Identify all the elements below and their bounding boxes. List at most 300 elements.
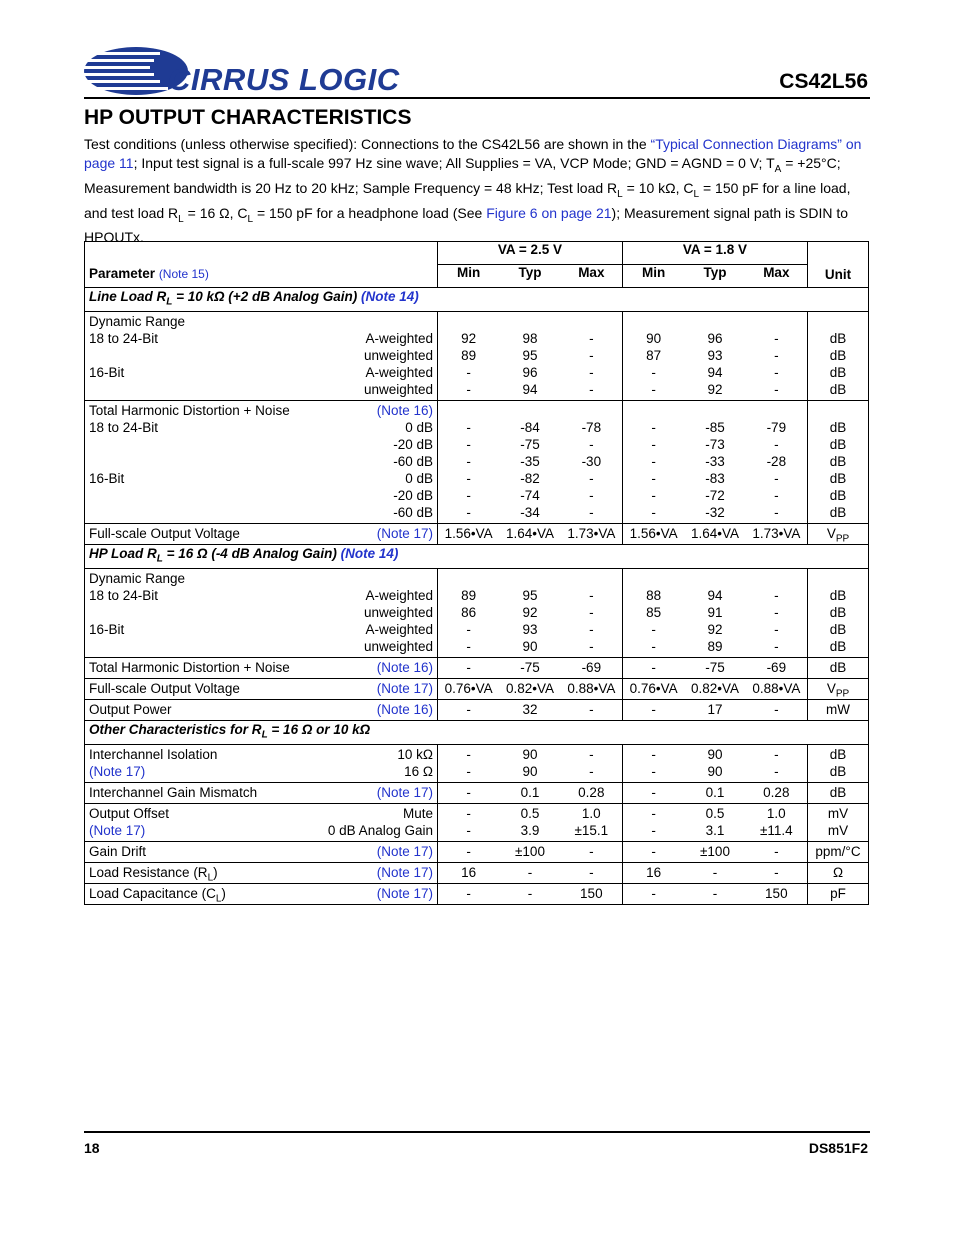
value-cell: 0.82•VA (690, 681, 739, 696)
param-line (85, 659, 437, 676)
table-row (85, 745, 869, 783)
value-cell: -28 (766, 454, 787, 469)
max-column (746, 843, 807, 860)
min-column (438, 784, 499, 801)
value-cell: - (589, 639, 594, 654)
va18-values (623, 524, 808, 545)
unit-value: dB (829, 471, 847, 486)
unit-value: dB (829, 365, 847, 380)
max-column (561, 570, 622, 655)
intro-text: Test conditions (unless otherwise specified): Connections to the CS42L56 are shown in the (84, 136, 651, 152)
value-cell: - (774, 331, 779, 346)
value-cell (623, 402, 684, 419)
va25-values (438, 658, 623, 679)
value-cell (684, 402, 745, 419)
value-cell (561, 313, 622, 330)
value-cell: 92 (707, 622, 723, 637)
value-cell: - (774, 348, 779, 363)
min-column (438, 680, 499, 697)
value-cell: - (774, 605, 779, 620)
param-line (85, 436, 437, 453)
typ-column (684, 402, 745, 521)
max-column (561, 680, 622, 697)
value-cell: - (774, 639, 779, 654)
value-cell (499, 402, 560, 419)
value-cell: -69 (581, 660, 602, 675)
param-condition: unweighted (363, 605, 433, 620)
unit-cell (808, 884, 869, 905)
note-link[interactable]: (Note 16) (376, 403, 433, 418)
value-cell: 94 (522, 382, 538, 397)
param-condition: A-weighted (365, 588, 433, 603)
unit-value: dB (829, 660, 847, 675)
value-cell: 87 (646, 348, 662, 363)
param-label: Load Capacitance $(C_L)$ (89, 886, 226, 905)
value-cell: - (466, 471, 471, 486)
unit-value: dB (829, 454, 847, 469)
intro-text: = 150 pF for a line load, and test load R (84, 179, 851, 221)
note-link[interactable]: (Note 17) (376, 844, 433, 859)
value-cell: - (466, 622, 471, 637)
min-column (438, 313, 499, 398)
param-condition: -60 dB (393, 454, 433, 469)
unit-cell (808, 842, 869, 863)
value-cell: 92 (707, 382, 723, 397)
table-row (85, 783, 869, 804)
param-line (85, 504, 437, 521)
param-cell (85, 679, 438, 700)
table-row (85, 842, 869, 863)
unit-value: dB (829, 605, 847, 620)
va25-subheader (438, 265, 623, 288)
param-cell (85, 700, 438, 721)
section-hp-load (85, 545, 869, 569)
value-cell: 0.5 (705, 806, 725, 821)
va18-values (623, 842, 808, 863)
section-label: = 10 kΩ (+2 dB Analog Gain) (172, 289, 361, 304)
unit-value (808, 570, 868, 587)
max-column (746, 680, 807, 697)
value-cell: - (651, 660, 656, 675)
param-condition: Mute (402, 806, 433, 821)
test-conditions (84, 135, 870, 247)
max-column (746, 570, 807, 655)
value-cell: -30 (581, 454, 602, 469)
section-line-load (85, 288, 869, 312)
param-label: Dynamic Range (89, 571, 186, 586)
link-connection-diagrams[interactable]: “Typical Connection Diagrams” on page 11 (84, 136, 862, 171)
subscript: L (247, 213, 254, 225)
value-cell: 0.1 (520, 785, 540, 800)
unit-cell (808, 569, 869, 658)
param-header (85, 242, 438, 288)
section-label: Line Load R (89, 289, 167, 304)
value-cell: - (651, 420, 656, 435)
typ-column (499, 843, 560, 860)
unit-header: Unit (808, 242, 869, 288)
max-column (561, 843, 622, 860)
value-cell: - (774, 471, 779, 486)
va18-values (623, 679, 808, 700)
value-cell: - (466, 488, 471, 503)
max-column (746, 746, 807, 780)
value-cell: 16 (646, 865, 662, 880)
logo-text: CIRRUS LOGIC (168, 62, 400, 97)
max-column (746, 313, 807, 398)
min-column (623, 659, 684, 676)
value-cell: - (774, 382, 779, 397)
value-cell: - (651, 764, 656, 779)
value-cell: 95 (522, 588, 538, 603)
value-cell: - (466, 785, 471, 800)
value-cell: - (589, 865, 594, 880)
value-cell: -75 (520, 437, 540, 452)
max-column (561, 784, 622, 801)
param-cell (85, 569, 438, 658)
value-cell: - (774, 505, 779, 520)
max-column (746, 864, 807, 881)
min-column (438, 570, 499, 655)
param-line (85, 419, 437, 436)
unit-value: ppm/°C (815, 844, 861, 859)
va18-values (623, 783, 808, 804)
va18-subheader (623, 265, 808, 288)
max-column (746, 525, 807, 542)
param-label: 16-Bit (89, 622, 125, 637)
value-cell (438, 402, 499, 419)
value-cell (684, 313, 745, 330)
unit-cell (808, 804, 869, 842)
value-cell: - (589, 764, 594, 779)
max-column (561, 746, 622, 780)
value-cell: - (466, 660, 471, 675)
note-link[interactable]: (Note 17) (376, 526, 433, 541)
value-cell: 1.73•VA (752, 526, 801, 541)
value-cell: 86 (461, 605, 477, 620)
link-figure-6[interactable]: Figure 6 on page 21 (486, 204, 612, 221)
typ-column (684, 570, 745, 655)
typ-column (684, 784, 745, 801)
value-cell: 0.5 (520, 806, 540, 821)
param-line (85, 470, 437, 487)
unit-cell (808, 863, 869, 884)
value-cell (499, 313, 560, 330)
unit-cell (808, 679, 869, 700)
min-column (623, 402, 684, 521)
table-row (85, 884, 869, 905)
value-cell: - (589, 471, 594, 486)
note-link[interactable]: (Note 14) (340, 546, 399, 561)
value-cell: - (651, 622, 656, 637)
value-cell: - (466, 886, 471, 901)
unit-cell (808, 401, 869, 524)
min-column (438, 885, 499, 902)
value-cell: -72 (705, 488, 725, 503)
value-cell: - (774, 437, 779, 452)
typ-column (499, 525, 560, 542)
unit-value: pF (830, 886, 846, 901)
param-condition: A-weighted (365, 622, 433, 637)
value-cell: - (651, 823, 656, 838)
unit-value (808, 402, 868, 419)
note-link[interactable]: (Note 17) (376, 785, 433, 800)
va18-values (623, 745, 808, 783)
unit-cell (808, 783, 869, 804)
value-cell: -75 (520, 660, 540, 675)
param-line (85, 885, 437, 905)
subscript: L (166, 296, 173, 308)
param-condition: 0 dB Analog Gain (327, 823, 433, 838)
max-column (561, 805, 622, 839)
min-column (623, 885, 684, 902)
note-link[interactable]: (Note 17) (376, 681, 433, 696)
param-line (85, 604, 437, 621)
intro-text: ; Input test signal is a full-scale 997 Hz sine wave; All Supplies = VA, VCP Mode; GND = AGND = 0 V; T (133, 155, 775, 171)
min-column (438, 746, 499, 780)
typ-column (499, 402, 560, 521)
va18-values (623, 569, 808, 658)
unit-value: $V_{PP}$ (826, 526, 850, 545)
max-column (561, 402, 622, 521)
value-cell: - (466, 806, 471, 821)
param-line (85, 746, 437, 763)
value-cell: ±100 (700, 844, 730, 859)
value-cell: 1.56•VA (629, 526, 678, 541)
value-cell: 93 (522, 622, 538, 637)
param-label: 18 to 24-Bit (89, 331, 159, 346)
value-cell: - (774, 488, 779, 503)
unit-value: dB (829, 382, 847, 397)
max-header: Max (763, 265, 790, 280)
value-cell: - (527, 865, 533, 880)
value-cell: ±100 (515, 844, 545, 859)
unit-value: mV (827, 823, 849, 838)
note-link[interactable]: (Note 16) (376, 702, 433, 717)
typ-column (684, 659, 745, 676)
value-cell: 94 (707, 365, 723, 380)
value-cell: - (589, 348, 594, 363)
note-link[interactable]: (Note 17) (376, 865, 433, 880)
typ-column (499, 864, 560, 881)
unit-value (808, 313, 868, 330)
va18-header: VA = 1.8 V (623, 242, 808, 265)
value-cell: 90 (646, 331, 662, 346)
value-cell (499, 570, 560, 587)
max-column (561, 864, 622, 881)
value-cell: -79 (766, 420, 787, 435)
param-condition: -60 dB (393, 505, 433, 520)
max-column (746, 701, 807, 718)
value-cell: -34 (520, 505, 540, 520)
value-cell: 17 (707, 702, 723, 717)
value-cell: 1.73•VA (567, 526, 616, 541)
intro-text: ); Measurement signal path is SDIN to HPOUTx. (84, 204, 849, 246)
value-cell: 3.1 (705, 823, 725, 838)
intro-text: = +25°C; Measurement bandwidth is 20 Hz to 20 kHz; Sample Frequency = 48 kHz; Test load R (84, 155, 841, 196)
param-cell (85, 312, 438, 401)
value-cell: - (774, 747, 779, 762)
va25-header: VA = 2.5 V (438, 242, 623, 265)
typ-column (684, 680, 745, 697)
note-link[interactable]: (Note 16) (376, 660, 433, 675)
param-condition: A-weighted (365, 331, 433, 346)
typ-column (684, 843, 745, 860)
value-cell: - (651, 488, 656, 503)
min-column (438, 701, 499, 718)
value-cell: 0.76•VA (444, 681, 493, 696)
param-condition: 10 kΩ (397, 747, 433, 762)
section-label: HP Load R (89, 546, 157, 561)
subscript: L (178, 213, 184, 225)
param-label: 16-Bit (89, 365, 125, 380)
va25-values (438, 842, 623, 863)
param-condition: 0 dB (405, 471, 433, 486)
min-column (623, 313, 684, 398)
table-row (85, 658, 869, 679)
header-rule (84, 97, 870, 99)
param-cell (85, 804, 438, 842)
min-column (623, 784, 684, 801)
param-label[interactable]: (Note 17) (89, 823, 146, 838)
value-cell: 92 (461, 331, 477, 346)
param-label: Full-scale Output Voltage (89, 681, 240, 696)
value-cell: - (466, 437, 471, 452)
intro-text: = 10 kΩ, C (622, 179, 694, 196)
value-cell: 92 (522, 605, 538, 620)
param-line (85, 487, 437, 504)
subscript: L (156, 553, 163, 565)
note-link[interactable]: (Note 17) (376, 886, 433, 901)
param-condition: unweighted (363, 348, 433, 363)
value-cell: 98 (522, 331, 538, 346)
value-cell: - (774, 588, 779, 603)
min-column (623, 680, 684, 697)
value-cell: 85 (646, 605, 662, 620)
hp-output-table (84, 241, 869, 905)
min-column (438, 525, 499, 542)
typ-column (684, 864, 745, 881)
value-cell: - (466, 747, 471, 762)
value-cell: - (589, 588, 594, 603)
unit-value: dB (829, 588, 847, 603)
value-cell: - (651, 806, 656, 821)
value-cell: 96 (522, 365, 538, 380)
table-row (85, 804, 869, 842)
unit-value: dB (829, 747, 847, 762)
unit-cell (808, 524, 869, 545)
value-cell: - (589, 505, 594, 520)
typ-column (499, 701, 560, 718)
value-cell: -73 (705, 437, 725, 452)
value-cell: 93 (707, 348, 723, 363)
value-cell (684, 570, 745, 587)
va18-values (623, 401, 808, 524)
value-cell: 0.88•VA (752, 681, 801, 696)
va25-values (438, 884, 623, 905)
value-cell: - (466, 454, 471, 469)
value-cell: 150 (765, 886, 788, 901)
unit-value: dB (829, 785, 847, 800)
value-cell: ±15.1 (574, 823, 609, 838)
value-cell: -35 (520, 454, 540, 469)
value-cell: - (527, 886, 533, 901)
value-cell: -83 (705, 471, 725, 486)
param-label[interactable]: (Note 17) (89, 764, 146, 779)
value-cell: 0.88•VA (567, 681, 616, 696)
va18-values (623, 312, 808, 401)
value-cell: - (774, 702, 779, 717)
param-line (85, 763, 437, 780)
param-label: 18 to 24-Bit (89, 588, 159, 603)
unit-cell (808, 745, 869, 783)
value-cell: 96 (707, 331, 723, 346)
section-label: = 16 Ω (-4 dB Analog Gain) (162, 546, 341, 561)
va25-values (438, 312, 623, 401)
param-label: Dynamic Range (89, 314, 186, 329)
value-cell: - (466, 420, 471, 435)
value-cell: 89 (461, 588, 477, 603)
unit-value: dB (829, 348, 847, 363)
table-row (85, 569, 869, 658)
value-cell (623, 313, 684, 330)
unit-value: dB (829, 488, 847, 503)
unit-value: dB (829, 622, 847, 637)
unit-value: dB (829, 639, 847, 654)
typ-header: Typ (518, 265, 542, 280)
typ-column (499, 784, 560, 801)
page-number: 18 (84, 1140, 100, 1156)
value-cell: - (651, 886, 656, 901)
param-condition: 16 Ω (404, 764, 433, 779)
value-cell (561, 402, 622, 419)
value-cell: - (466, 382, 471, 397)
param-label: Output Offset (89, 806, 170, 821)
value-cell: 88 (646, 588, 662, 603)
param-line (85, 680, 437, 697)
note-link[interactable]: (Note 15) (158, 267, 209, 281)
param-label: 16-Bit (89, 471, 125, 486)
param-condition: unweighted (363, 639, 433, 654)
value-cell: - (589, 702, 594, 717)
unit-cell (808, 312, 869, 401)
value-cell: - (589, 437, 594, 452)
va18-values (623, 863, 808, 884)
value-cell: - (466, 505, 471, 520)
typ-column (499, 805, 560, 839)
param-line (85, 525, 437, 542)
value-cell: - (589, 331, 594, 346)
param-label: Interchannel Gain Mismatch (89, 785, 258, 800)
value-cell: 89 (461, 348, 477, 363)
va18-values (623, 804, 808, 842)
typ-column (684, 525, 745, 542)
va18-values (623, 700, 808, 721)
value-cell: 89 (707, 639, 723, 654)
value-cell: 90 (707, 747, 723, 762)
value-cell: 1.64•VA (505, 526, 554, 541)
section-label: = 16 Ω or 10 kΩ (267, 722, 371, 737)
note-link[interactable]: (Note 14) (360, 289, 419, 304)
value-cell (438, 570, 499, 587)
param-line (85, 638, 437, 655)
subscript: A (774, 163, 782, 175)
param-cell (85, 783, 438, 804)
param-cell (85, 863, 438, 884)
unit-value: mV (827, 806, 849, 821)
param-condition: 0 dB (405, 420, 433, 435)
table-row (85, 679, 869, 700)
min-column (438, 864, 499, 881)
